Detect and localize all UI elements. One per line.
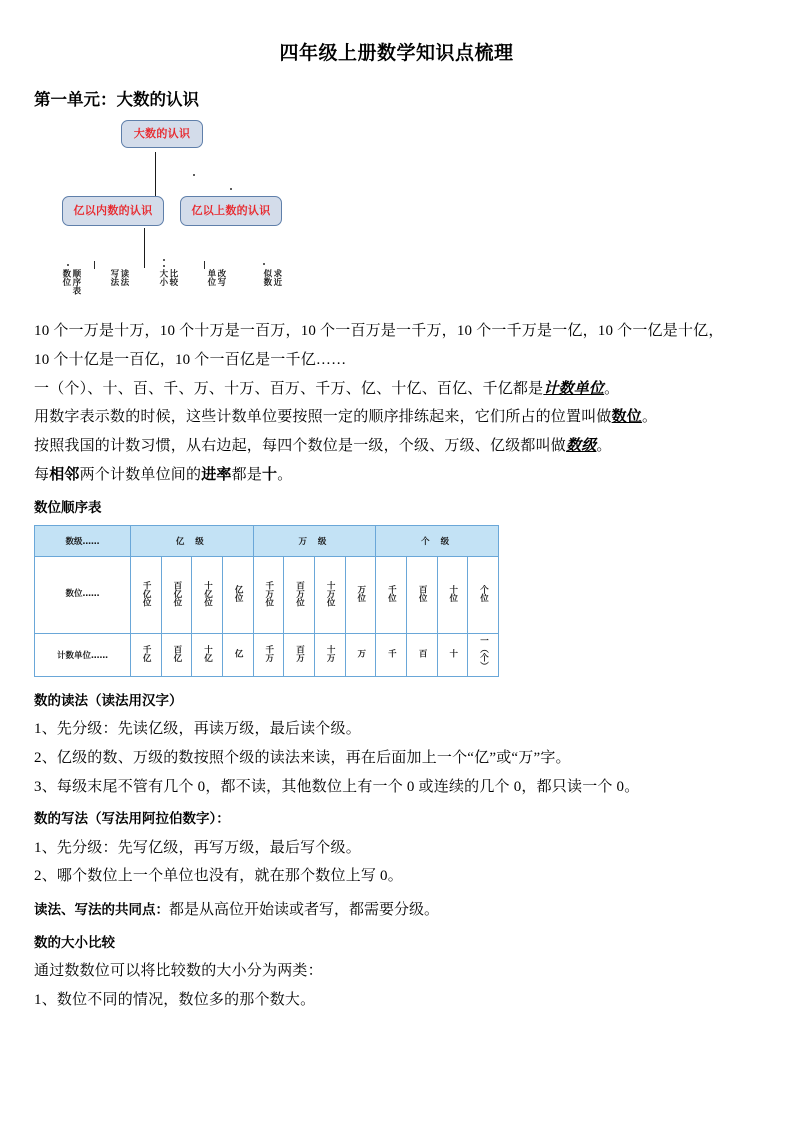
paragraph-counting-units: [34, 369, 759, 398]
section-title-common: [34, 885, 759, 919]
unit-cell: 一（个）: [468, 633, 499, 676]
digit-cell: 百万位: [284, 556, 315, 633]
digit-cell: 千亿位: [131, 556, 162, 633]
section-title-reading: 数的读法（读法用汉字）: [34, 692, 183, 709]
page-title: 四年级上册数学知识点梳理: [279, 42, 514, 64]
table-row-digits: [35, 556, 499, 633]
unit-cell: 百亿: [161, 633, 192, 676]
digit-cell: 十亿位: [192, 556, 223, 633]
diagram-dot-3: [163, 265, 165, 267]
digit-cell: 千位: [376, 556, 407, 633]
diagram-dot-marker-2: [230, 188, 232, 190]
compare-rule-1: 1、数位不同的情况，数位多的那个数大。: [34, 991, 316, 1008]
unit-cell: 万: [345, 633, 376, 676]
table-caption: 数位顺序表: [34, 499, 102, 516]
paragraph-counting-unit-multiples-1: 10 个一万是十万，10 个十万是一百万，10 个一百万是一千万，10 个一千万是一亿，10 个一亿是十亿，: [34, 323, 724, 340]
unit-cell: 亿: [222, 633, 253, 676]
diagram-leaf-unit-rewrite: 单位 改写: [205, 269, 226, 287]
text-segment: 。: [604, 380, 620, 397]
section-title-compare: 数的大小比较: [34, 935, 115, 952]
digit-cell: 百位: [406, 556, 437, 633]
knowledge-flow-diagram: [34, 116, 759, 311]
compare-intro: 通过数数位可以将比较数的大小分为两类：: [34, 963, 323, 980]
diagram-connector-root: [155, 152, 156, 196]
paragraph-counting-unit-multiples-2: 10 个十亿是一百亿，10 个一百亿是一千亿……: [34, 351, 347, 368]
diagram-dot-1: [67, 264, 69, 266]
row-label-digit: 数位……: [35, 556, 131, 633]
level-group-wan: 万 级: [253, 525, 376, 556]
section-title-writing: 数的写法（写法用阿拉伯数字）：: [34, 811, 230, 828]
emphasis-digit-level: 数级: [566, 438, 597, 455]
unit-cell: 十万: [314, 633, 345, 676]
emphasis-adjacent: 相邻: [49, 466, 80, 483]
table-row-units: [35, 633, 499, 676]
digit-cell: 万位: [345, 556, 376, 633]
digit-cell: 十万位: [314, 556, 345, 633]
diagram-node-within-yi: 亿以内数的认识: [62, 196, 164, 226]
unit-cell: 千: [376, 633, 407, 676]
diagram-tick-2: [204, 261, 205, 269]
text-segment: 用数字表示数的时候，这些计数单位要按照一定的顺序排练起来，它们所占的位置叫做: [34, 409, 612, 426]
emphasis-ten: 十: [262, 466, 278, 483]
text-segment: 一（个）、十、百、千、万、十万、百万、千万、亿、十亿、百亿、千亿都是: [34, 380, 544, 397]
paragraph-digit-level: [34, 426, 759, 455]
digit-cell: 十位: [437, 556, 468, 633]
unit-cell: 百: [406, 633, 437, 676]
text-segment: 两个计数单位间的: [79, 466, 202, 483]
row-label-level: 数级……: [35, 525, 131, 556]
digit-cell: 千万位: [253, 556, 284, 633]
unit-cell: 千亿: [131, 633, 162, 676]
table-row-levels: [35, 525, 499, 556]
emphasis-digit-position: 数位: [611, 409, 643, 426]
digit-position-table-wrap: [34, 516, 759, 677]
paragraph-progression-rate: [34, 455, 759, 484]
unit-cell: 十亿: [192, 633, 223, 676]
reading-rule-2: 2、亿级的数、万级的数按照个级的读法来读，再在后面加上一个“亿”或“万”字。: [34, 749, 571, 766]
row-label-unit: 计数单位……: [35, 633, 131, 676]
reading-rule-3: 3、每级末尾不管有几个 0，都不读，其他数位上有一个 0 或连续的几个 0，都只读一个 0。: [34, 778, 640, 795]
diagram-leaf-approximate: 似数 求近: [261, 269, 282, 287]
writing-rule-2: 2、哪个数位上一个单位也没有，就在那个数位上写 0。: [34, 868, 403, 885]
unit-cell: 千万: [253, 633, 284, 676]
text-segment: 每: [34, 466, 50, 483]
digit-position-table: [34, 525, 499, 677]
digit-cell: 亿位: [222, 556, 253, 633]
digit-cell: 个位: [468, 556, 499, 633]
paragraph-digit-position: [34, 397, 759, 426]
diagram-leaf-compare: 大小 比较: [157, 269, 178, 287]
diagram-leaf-read-write: 写法 读法: [108, 269, 129, 287]
diagram-node-root: 大数的认识: [121, 120, 203, 148]
emphasis-counting-unit: 计数单位: [543, 380, 605, 397]
diagram-node-above-yi: 亿以上数的认识: [180, 196, 282, 226]
diagram-dot-2: [163, 259, 165, 261]
common-body-text: 都是从高位开始读或者写，都需要分级。: [169, 902, 440, 919]
common-title-text: 读法、写法的共同点：: [34, 902, 169, 919]
unit-cell: 百万: [284, 633, 315, 676]
writing-rule-1: 1、先分级：先写亿级，再写万级，最后写个级。: [34, 839, 361, 856]
unit-heading: 第一单元：大数的认识: [34, 89, 199, 109]
diagram-dot-4: [263, 263, 265, 265]
text-segment: 按照我国的计数习惯，从右边起，每四个数位是一级，个级、万级、亿级都叫做: [34, 438, 567, 455]
diagram-tick-1: [94, 261, 95, 269]
diagram-dot-marker: [193, 174, 195, 176]
level-group-yi: 亿 级: [131, 525, 254, 556]
text-segment: 。: [596, 438, 612, 455]
text-segment: 。: [642, 409, 658, 426]
unit-cell: 十: [437, 633, 468, 676]
diagram-leaf-digit-order-table: 数位 顺序表: [60, 269, 81, 295]
text-segment: 都是: [231, 466, 263, 483]
diagram-connector-down: [144, 228, 145, 268]
emphasis-rate: 进率: [201, 466, 232, 483]
text-segment: 。: [277, 466, 293, 483]
reading-rule-1: 1、先分级：先读亿级，再读万级，最后读个级。: [34, 721, 361, 738]
digit-cell: 百亿位: [161, 556, 192, 633]
level-group-ge: 个 级: [376, 525, 499, 556]
